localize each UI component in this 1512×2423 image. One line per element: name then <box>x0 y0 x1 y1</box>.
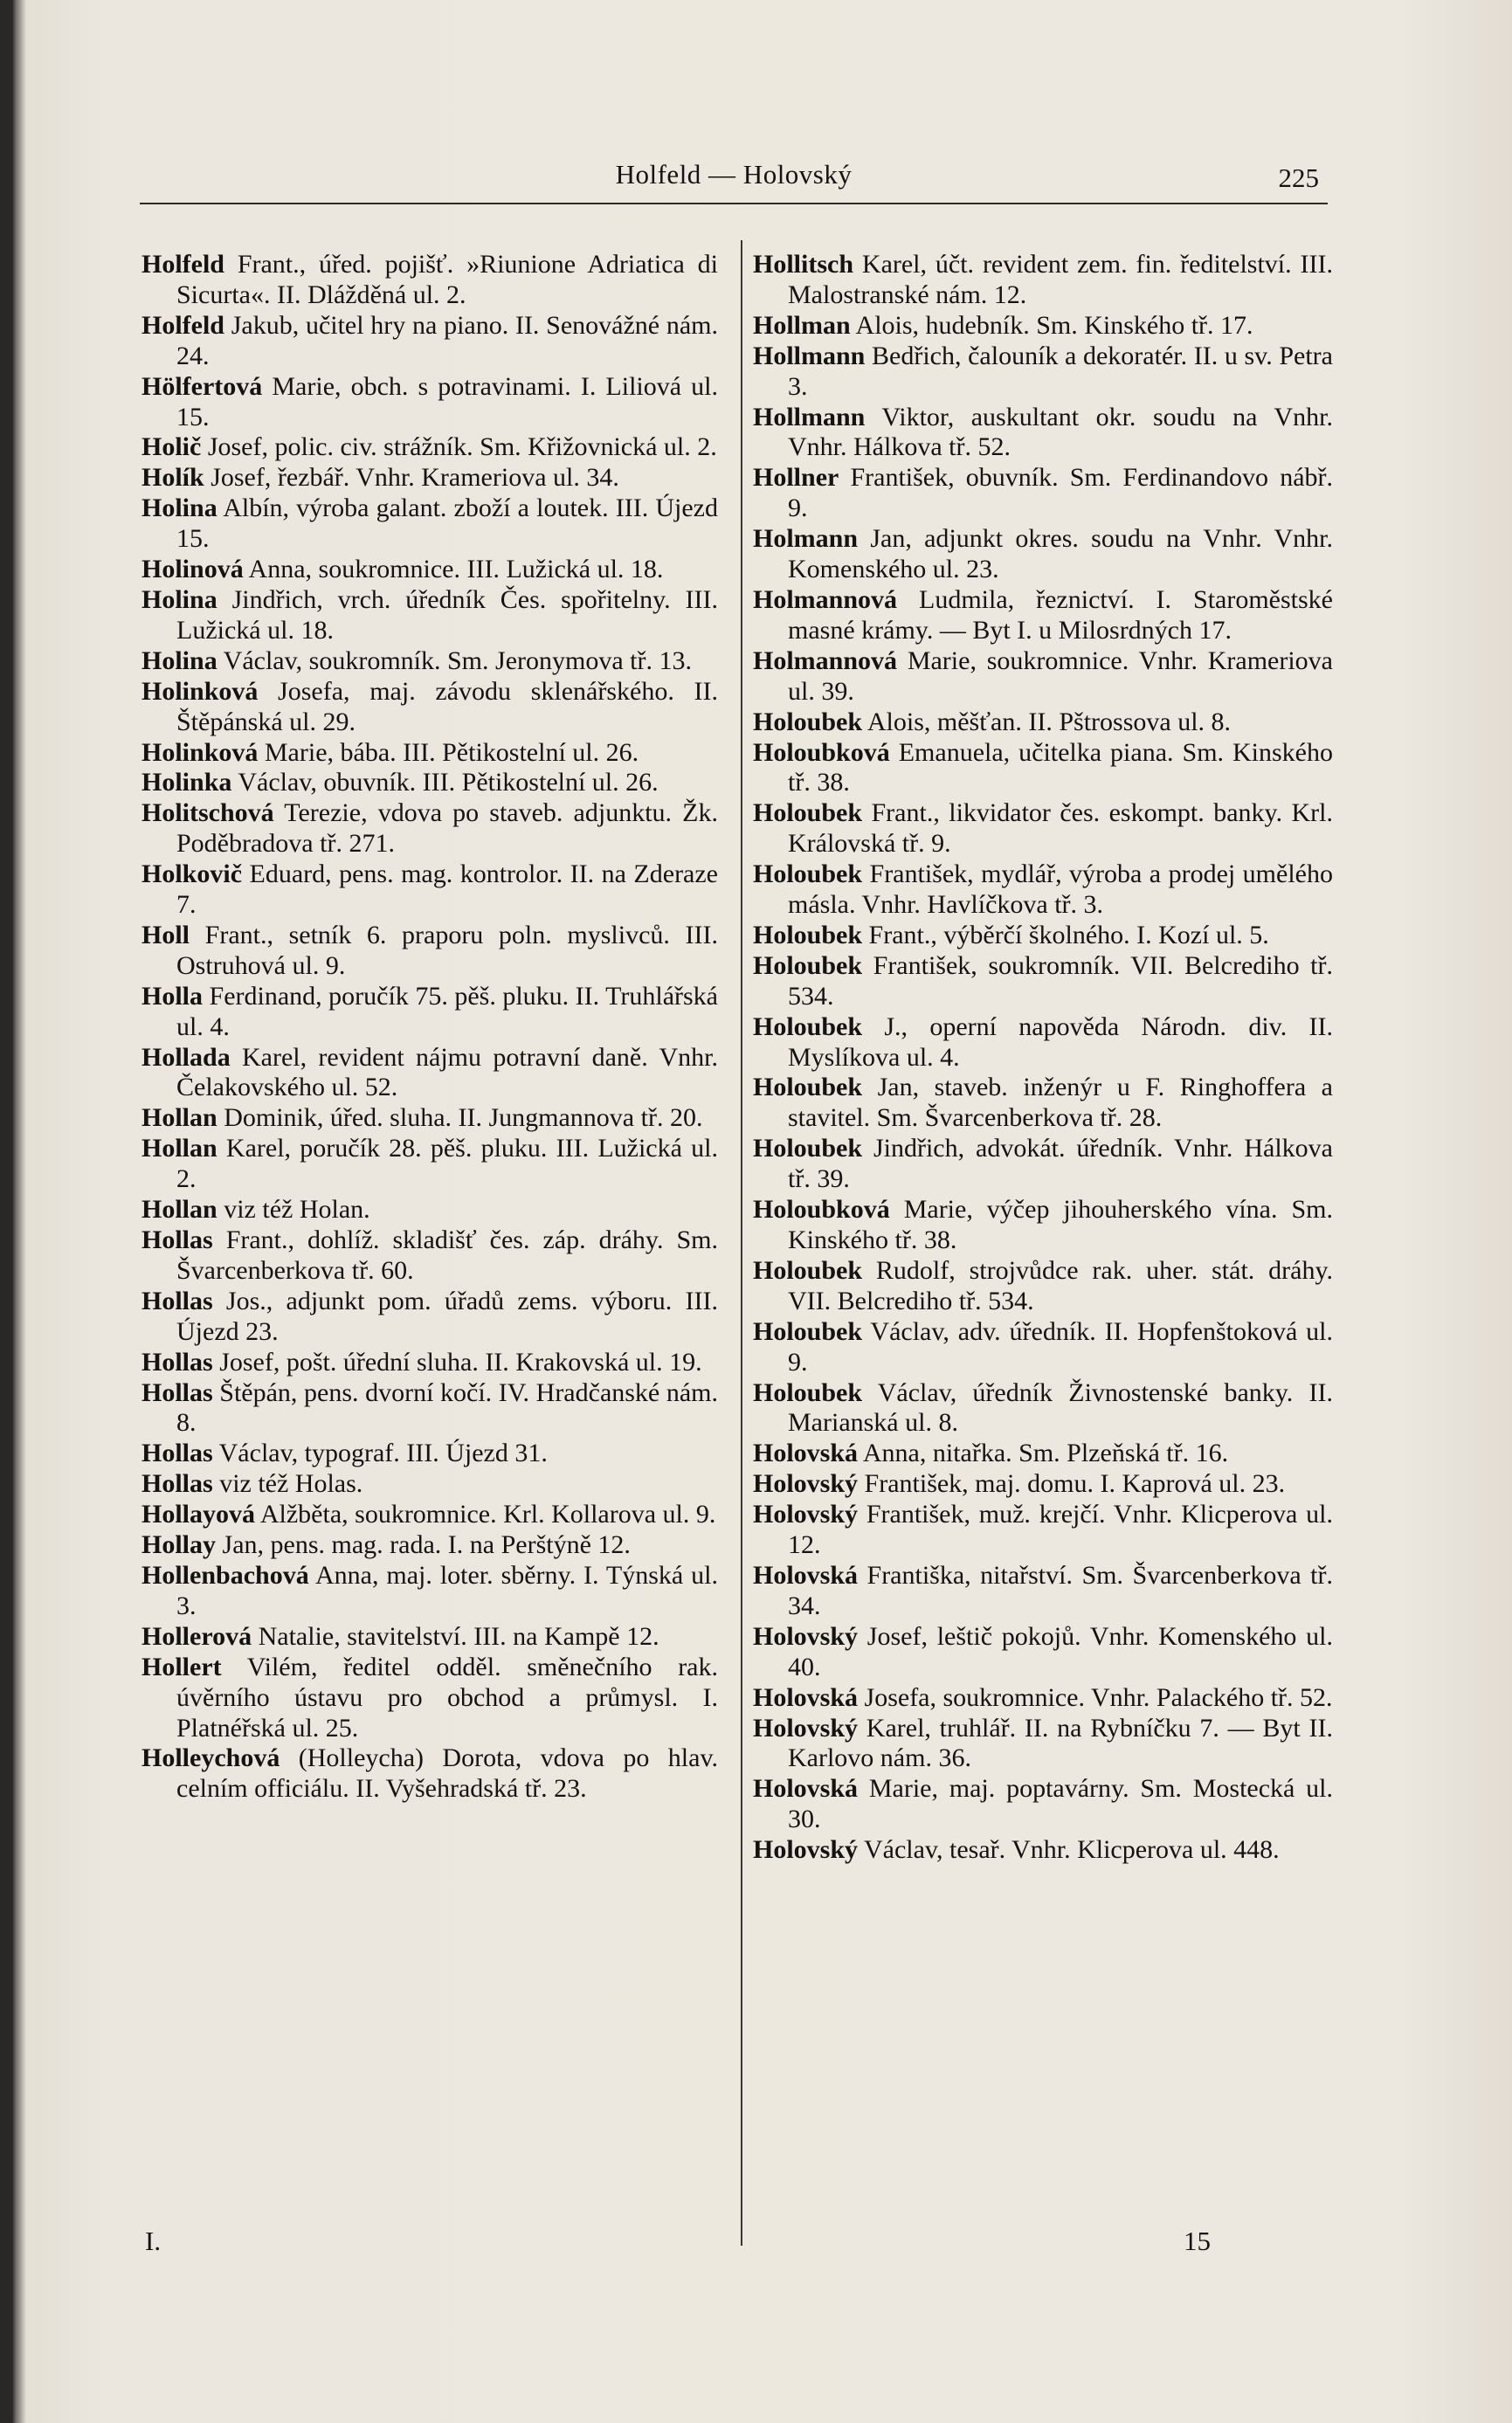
entry-details: Marie, soukromnice. Vnhr. Krameriova ul. 39. <box>788 645 1333 706</box>
entry-details: Karel, poručík 28. pěš. pluku. III. Lužická ul. 2. <box>176 1134 718 1194</box>
directory-entry <box>753 1500 1333 1561</box>
entry-surname: Holinová <box>142 555 244 584</box>
directory-entry <box>142 1561 718 1622</box>
entry-surname: Holovská <box>753 1774 859 1804</box>
entry-surname: Hollitsch <box>753 250 854 279</box>
entry-details: Štěpán, pens. dvorní kočí. IV. Hradčanské nám. 8. <box>176 1377 718 1438</box>
entry-surname: Holinka <box>142 768 232 797</box>
directory-entry <box>753 1774 1333 1835</box>
entry-surname: Hollan <box>142 1103 217 1133</box>
entry-details: Marie, výčep jihouherského vína. Sm. Kinského tř. 38. <box>788 1195 1333 1254</box>
directory-entry <box>753 1622 1333 1683</box>
left-column <box>142 250 718 1805</box>
entry-surname: Holina <box>142 645 217 675</box>
entry-details: Václav, tesař. Vnhr. Klicperova ul. 448. <box>858 1835 1280 1865</box>
entry-surname: Holfeld <box>142 250 224 279</box>
entry-details: Josefa, soukromnice. Vnhr. Palackého tř. 52. <box>858 1682 1333 1712</box>
entry-surname: Holoubek <box>753 707 863 736</box>
entry-surname: Hollayová <box>142 1500 256 1529</box>
entry-details: viz též Holan. <box>217 1195 370 1225</box>
entry-details: viz též Holas. <box>212 1469 363 1499</box>
entry-details: Karel, účt. revident zem. fin. ředitelství. III. Malostranské nám. 12. <box>788 250 1333 309</box>
entry-details: Alžběta, soukromnice. Krl. Kollarova ul. 9. <box>255 1500 716 1529</box>
entry-surname: Holmann <box>753 524 859 554</box>
entry-surname: Holoubek <box>753 798 863 828</box>
entry-surname: Hollas <box>142 1439 213 1468</box>
directory-entry <box>753 1439 1333 1469</box>
directory-entry <box>753 1012 1333 1073</box>
entry-details: Josefa, maj. závodu sklenářského. II. Štěpánská ul. 29. <box>176 676 718 736</box>
directory-entry <box>753 1256 1333 1317</box>
directory-entry <box>753 1073 1333 1134</box>
entry-details: Bedřich, čalouník a dekoratér. II. u sv. Petra 3. <box>788 341 1333 401</box>
directory-entry <box>753 463 1333 524</box>
entry-surname: Holina <box>142 494 217 523</box>
directory-entry <box>753 1378 1333 1439</box>
directory-entry <box>142 982 718 1043</box>
entry-surname: Hollert <box>142 1652 222 1681</box>
entry-details: František, mydlář, výroba a prodej umělého másla. Vnhr. Havlíčkova tř. 3. <box>788 859 1333 920</box>
entry-surname: Holitschová <box>142 798 274 828</box>
directory-entry <box>753 342 1333 403</box>
entry-details: Eduard, pens. mag. kontrolor. II. na Zderaze 7. <box>176 859 718 920</box>
entry-surname: Holkovič <box>142 859 243 889</box>
directory-entry <box>753 403 1333 464</box>
directory-entry <box>753 250 1333 311</box>
entry-surname: Hollas <box>142 1225 213 1254</box>
entry-details: Emanuela, učitelka piana. Sm. Kinského tř. 38. <box>788 737 1333 797</box>
entry-details: Jos., adjunkt pom. úřadů zems. výboru. III. Újezd 23. <box>176 1286 718 1346</box>
directory-entry <box>753 1561 1333 1622</box>
entry-surname: Hollner <box>753 463 839 493</box>
entry-surname: Holoubek <box>753 859 863 889</box>
entry-details: Josef, pošt. úřední sluha. II. Krakovská ul. 19. <box>212 1347 702 1377</box>
directory-entry <box>142 921 718 982</box>
entry-surname: Holovský <box>753 1835 859 1865</box>
directory-entry <box>753 921 1333 951</box>
directory-entry <box>142 463 718 494</box>
entry-details: Josef, polic. civ. strážník. Sm. Křižovnická ul. 2. <box>201 432 717 462</box>
entry-surname: Holina <box>142 584 217 614</box>
directory-entry <box>142 768 718 798</box>
entry-details: Jan, pens. mag. rada. I. na Perštýně 12. <box>216 1530 631 1560</box>
entry-surname: Holfeld <box>142 310 224 340</box>
directory-entry <box>753 1714 1333 1775</box>
entry-details: Ferdinand, poručík 75. pěš. pluku. II. Truhlářská ul. 4. <box>176 981 718 1041</box>
entry-details: Frant., výběrčí školného. I. Kozí ul. 5. <box>862 920 1269 949</box>
directory-entry <box>753 311 1333 342</box>
directory-entry <box>753 738 1333 799</box>
directory-entry <box>142 1500 718 1530</box>
entry-details: Marie, maj. poptavárny. Sm. Mostecká ul. 30. <box>788 1774 1333 1834</box>
directory-entry <box>753 646 1333 708</box>
entry-surname: Holovský <box>753 1500 859 1529</box>
entry-details: František, soukromník. VII. Belcrediho tř. 534. <box>788 950 1333 1011</box>
entry-details: Karel, revident nájmu potravní daně. Vnhr. Čelakovského ul. 52. <box>176 1042 718 1102</box>
entry-surname: Holmannová <box>753 645 898 675</box>
entry-details: Marie, bába. III. Pětikostelní ul. 26. <box>258 737 639 767</box>
directory-entry <box>142 1439 718 1469</box>
directory-entry <box>753 1683 1333 1714</box>
directory-entry <box>142 372 718 433</box>
entry-details: Karel, truhlář. II. na Rybníčku 7. — Byt II. Karlovo nám. 36. <box>788 1713 1333 1773</box>
entry-details: Jan, adjunkt okres. soudu na Vnhr. Vnhr. Komenského ul. 23. <box>788 524 1333 584</box>
header-rule <box>140 203 1328 204</box>
entry-details: Albín, výroba galant. zboží a loutek. III. Újezd 15. <box>176 494 718 554</box>
entry-details: Marie, obch. s potravinami. I. Liliová ul. 15. <box>176 371 718 431</box>
directory-entry <box>142 1653 718 1744</box>
entry-surname: Holoubek <box>753 950 863 980</box>
entry-details: J., operní napověda Národn. div. II. Myslíkova ul. 4. <box>788 1011 1333 1072</box>
entry-details: Frant., likvidator čes. eskompt. banky. Krl. Královská tř. 9. <box>788 798 1333 859</box>
entry-surname: Holík <box>142 463 204 493</box>
entry-surname: Holovský <box>753 1469 859 1499</box>
entry-details: Jindřich, vrch. úředník Čes. spořitelny. III. Lužická ul. 18. <box>176 584 718 645</box>
directory-entry <box>753 798 1333 859</box>
entry-details: Václav, úředník Živnostenské banky. II. Marianská ul. 8. <box>788 1377 1333 1438</box>
entry-surname: Hollman <box>753 310 851 340</box>
directory-entry <box>142 646 718 677</box>
entry-surname: Holoubková <box>753 737 890 767</box>
entry-surname: Hollas <box>142 1286 213 1315</box>
entry-surname: Holinková <box>142 737 259 767</box>
entry-details: Václav, typograf. III. Újezd 31. <box>212 1439 548 1468</box>
entry-surname: Holovská <box>753 1560 859 1590</box>
entry-surname: Holovský <box>753 1713 859 1743</box>
entry-surname: Hölfertová <box>142 371 263 401</box>
entry-surname: Holleychová <box>142 1743 280 1773</box>
entry-surname: Holinková <box>142 676 259 706</box>
directory-entry <box>142 311 718 372</box>
directory-entry <box>142 1378 718 1439</box>
directory-entry <box>142 1134 718 1195</box>
signature-mark: I. <box>145 2226 162 2256</box>
entry-surname: Holič <box>142 432 202 462</box>
directory-entry <box>753 859 1333 921</box>
entry-surname: Holovská <box>753 1682 859 1712</box>
entry-details: Viktor, auskultant okr. soudu na Vnhr. Vnhr. Hálkova tř. 52. <box>788 402 1333 462</box>
entry-details: Anna, nitařka. Sm. Plzeňská tř. 16. <box>858 1439 1229 1468</box>
directory-entry <box>142 798 718 859</box>
directory-entry <box>142 1225 718 1287</box>
entry-surname: Hollay <box>142 1530 217 1560</box>
entry-surname: Holmannová <box>753 584 898 614</box>
entry-surname: Hollan <box>142 1134 217 1163</box>
entry-surname: Hollas <box>142 1377 213 1407</box>
directory-entry <box>753 1317 1333 1378</box>
entry-surname: Holoubek <box>753 1073 863 1102</box>
directory-entry <box>142 555 718 585</box>
directory-entry <box>142 250 718 311</box>
entry-surname: Hollada <box>142 1042 231 1072</box>
directory-entry <box>753 951 1333 1012</box>
entry-details: Dominik, úřed. sluha. II. Jungmannova tř. 20. <box>217 1103 703 1133</box>
entry-details: Anna, maj. loter. sběrny. I. Týnská ul. 3. <box>176 1560 718 1620</box>
entry-surname: Hollmann <box>753 341 866 370</box>
entry-details: Josef, řezbář. Vnhr. Krameriova ul. 34. <box>204 463 619 493</box>
entry-surname: Holla <box>142 981 204 1011</box>
page-header <box>140 154 1328 194</box>
entry-surname: Holoubek <box>753 1011 863 1041</box>
right-column <box>753 250 1333 1866</box>
directory-entry <box>142 1195 718 1225</box>
entry-details: Václav, soukromník. Sm. Jeronymova tř. 13. <box>217 645 692 675</box>
entry-details: Václav, obuvník. III. Pětikostelní ul. 26. <box>231 768 659 797</box>
running-title: Holfeld — Holovský <box>615 159 853 190</box>
directory-entry <box>142 494 718 555</box>
entry-surname: Holoubková <box>753 1195 890 1225</box>
directory-entry <box>142 859 718 921</box>
entry-details: Anna, soukromnice. III. Lužická ul. 18. <box>243 555 664 584</box>
entry-details: František, maj. domu. I. Kaprová ul. 23. <box>858 1469 1286 1499</box>
entry-surname: Hollas <box>142 1347 213 1377</box>
directory-entry <box>753 1469 1333 1500</box>
entry-details: Alois, měšťan. II. Pštrossova ul. 8. <box>862 707 1232 736</box>
entry-details: Jan, staveb. inženýr u F. Ringhoffera a stavitel. Sm. Švarcenberkova tř. 28. <box>788 1073 1333 1133</box>
directory-entry <box>753 524 1333 585</box>
entry-details: Václav, adv. úředník. II. Hopfenštoková ul. 9. <box>788 1316 1333 1377</box>
entry-details: František, muž. krejčí. Vnhr. Klicperova ul. 12. <box>788 1500 1333 1560</box>
directory-entry <box>142 1287 718 1348</box>
entry-surname: Hollan <box>142 1195 217 1225</box>
directory-entry <box>142 1469 718 1500</box>
entry-surname: Holovská <box>753 1439 859 1468</box>
entry-details: Terezie, vdova po staveb. adjunktu. Žk. Poděbradova tř. 271. <box>176 798 718 859</box>
entry-details: Jindřich, advokát. úředník. Vnhr. Hálkova tř. 39. <box>788 1134 1333 1194</box>
directory-entry <box>753 1195 1333 1256</box>
entry-details: Frant., setník 6. praporu poln. myslivců. III. Ostruhová ul. 9. <box>176 920 718 980</box>
entry-surname: Hollas <box>142 1469 213 1499</box>
entry-surname: Holoubek <box>753 1255 863 1285</box>
entry-surname: Holl <box>142 920 190 949</box>
directory-entry <box>142 1622 718 1653</box>
entry-details: Rudolf, strojvůdce rak. uher. stát. dráhy. VII. Belcrediho tř. 534. <box>788 1255 1333 1315</box>
entry-details: Natalie, stavitelství. III. na Kampě 12. <box>252 1621 659 1651</box>
directory-entry <box>753 585 1333 646</box>
directory-entry <box>753 1134 1333 1195</box>
column-divider <box>741 240 742 2246</box>
entry-surname: Hollerová <box>142 1621 252 1651</box>
directory-entry <box>142 432 718 463</box>
entry-details: Josef, leštič pokojů. Vnhr. Komenského ul. 40. <box>788 1621 1333 1681</box>
sheet-number: 15 <box>1184 2226 1211 2256</box>
directory-entry <box>142 1348 718 1378</box>
entry-details: (Holleycha) Dorota, vdova po hlav. celním officiálu. II. Vyšehradská tř. 23. <box>176 1743 718 1804</box>
directory-entry <box>142 1743 718 1805</box>
directory-entry <box>753 708 1333 738</box>
entry-details: Jakub, učitel hry na piano. II. Senovážné nám. 24. <box>176 310 718 370</box>
entry-surname: Holoubek <box>753 1377 863 1407</box>
directory-entry <box>142 738 718 769</box>
page-number: 225 <box>1278 162 1319 193</box>
entry-details: František, obuvník. Sm. Ferdinandovo nábř. 9. <box>788 463 1333 523</box>
directory-entry <box>142 1103 718 1134</box>
entry-details: Vilém, ředitel odděl. směnečního rak. úvěrního ústavu pro obchod a průmysl. I. Platnéřská ul. 25. <box>176 1652 718 1743</box>
directory-entry <box>753 1835 1333 1866</box>
entry-surname: Hollmann <box>753 402 866 431</box>
entry-surname: Holovský <box>753 1621 859 1651</box>
entry-details: Frant., dohlíž. skladišť čes. záp. dráhy. Sm. Švarcenberkova tř. 60. <box>176 1225 718 1285</box>
entry-surname: Holoubek <box>753 1316 863 1346</box>
entry-surname: Holoubek <box>753 920 863 949</box>
entry-details: Ludmila, řeznictví. I. Staroměstské masné krámy. — Byt I. u Milosrdných 17. <box>788 584 1333 645</box>
directory-entry <box>142 1043 718 1104</box>
entry-details: Frant., úřed. pojišť. »Riunione Adriatica di Sicurta«. II. Dlážděná ul. 2. <box>176 250 718 309</box>
directory-entry <box>142 585 718 646</box>
entry-details: Františka, nitařství. Sm. Švarcenberkova tř. 34. <box>788 1560 1333 1620</box>
entry-surname: Holoubek <box>753 1134 863 1163</box>
entry-details: Alois, hudebník. Sm. Kinského tř. 17. <box>850 310 1253 340</box>
directory-entry <box>142 1530 718 1561</box>
entry-surname: Hollenbachová <box>142 1560 309 1590</box>
directory-entry <box>142 677 718 738</box>
